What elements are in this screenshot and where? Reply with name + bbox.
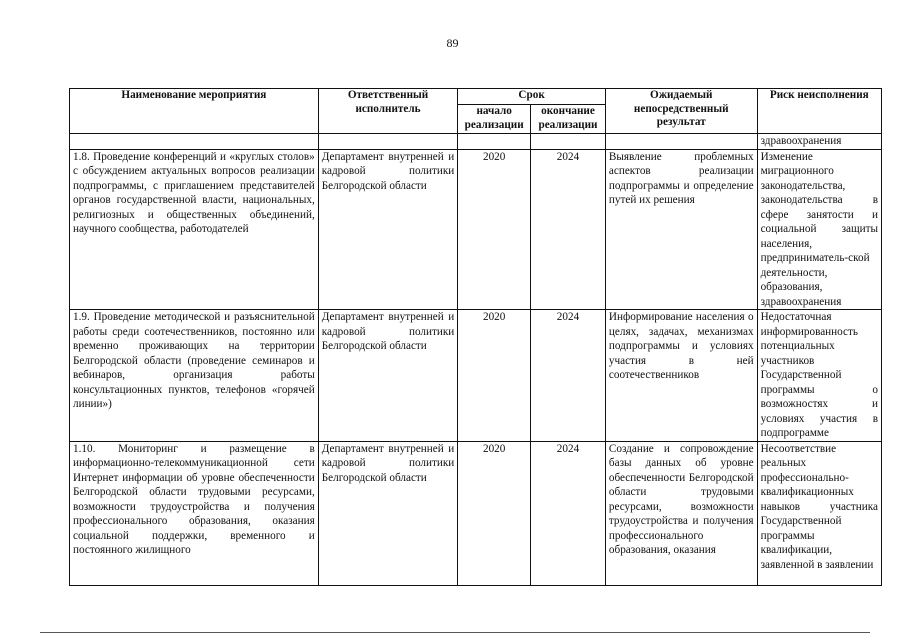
cell-activity-name: 1.9. Проведение методической и разъяснительной работы среди соотечественников, постоянно или временно проживающих на территории Белгородской области (проведение семинаров и вебинаров, организация работы консультационных пунктов, телефонов «горячей линии») xyxy=(70,310,319,442)
table-row-continuation xyxy=(70,134,882,150)
cell-activity-name: 1.10. Мониторинг и размещение в информационно-телекоммуникационной сети Интернет информации об уровне обеспеченности Белгородской области трудовыми ресурсами, возможности трудоустройства и получения профессионального образования, оказания социальной поддержки, временного и постоянного жилищного xyxy=(70,441,319,585)
table-row xyxy=(70,149,882,310)
cell-end-year: 2024 xyxy=(531,310,606,442)
table-row xyxy=(70,441,882,585)
cell-expected-result: Выявление проблемных аспектов реализации подпрограммы и определение путей их решения xyxy=(605,149,757,310)
cell-start-year: 2020 xyxy=(458,149,531,310)
activities-table xyxy=(69,88,882,586)
header-activity-name: Наименование мероприятия xyxy=(70,89,319,134)
cell-expected-result: Информирование населения о целях, задачах, механизмах подпрограммы и условиях участия в ней соотечественников xyxy=(605,310,757,442)
cell-start-year: 2020 xyxy=(458,441,531,585)
cell-risk: Недостаточная информированность потенциальных участников Государственной программы о возможностях и условиях участия в подпрограмме xyxy=(757,310,881,442)
header-risk: Риск неисполнения xyxy=(757,89,881,134)
header-term: Срок xyxy=(458,89,606,105)
cell-responsible: Департамент внутренней и кадровой политики Белгородской области xyxy=(318,149,458,310)
cell-empty xyxy=(605,134,757,150)
page-number: 89 xyxy=(446,36,459,50)
table-row xyxy=(70,310,882,442)
cell-expected-result: Создание и сопровождение базы данных об уровне обеспеченности Белгородской области трудовыми ресурсами, возможности трудоустройства и получения профессионального образования, оказания xyxy=(605,441,757,585)
cell-empty xyxy=(458,134,531,150)
cell-empty xyxy=(531,134,606,150)
cell-risk: Несоответствие реальных профессионально-квалификационных навыков участника Государственной программы квалификации, заявленной в заявлении xyxy=(757,441,881,585)
cell-responsible: Департамент внутренней и кадровой политики Белгородской области xyxy=(318,310,458,442)
header-responsible: Ответственный исполнитель xyxy=(318,89,458,134)
cell-start-year: 2020 xyxy=(458,310,531,442)
header-expected-result: Ожидаемый непосредственный результат xyxy=(605,89,757,134)
cell-empty xyxy=(318,134,458,150)
cell-risk: Изменение миграционного законодательства, законодательства в сфере занятости и социальной защиты населения, предприниматель-ской деятельности, образования, здравоохранения xyxy=(757,149,881,310)
scan-edge-line xyxy=(40,632,870,633)
cell-end-year: 2024 xyxy=(531,149,606,310)
cell-activity-name: 1.8. Проведение конференций и «круглых столов» с обсуждением актуальных вопросов реализации подпрограммы, с приглашением представителей органов государственной власти, национальных, религиозных и общественных объединений, научного сообщества, работодателей xyxy=(70,149,319,310)
cell-empty xyxy=(70,134,319,150)
header-term-end: окончание реализации xyxy=(531,105,606,134)
cell-responsible: Департамент внутренней и кадровой политики Белгородской области xyxy=(318,441,458,585)
cell-risk-continuation: здравоохранения xyxy=(757,134,881,150)
cell-end-year: 2024 xyxy=(531,441,606,585)
header-term-start: начало реализации xyxy=(458,105,531,134)
